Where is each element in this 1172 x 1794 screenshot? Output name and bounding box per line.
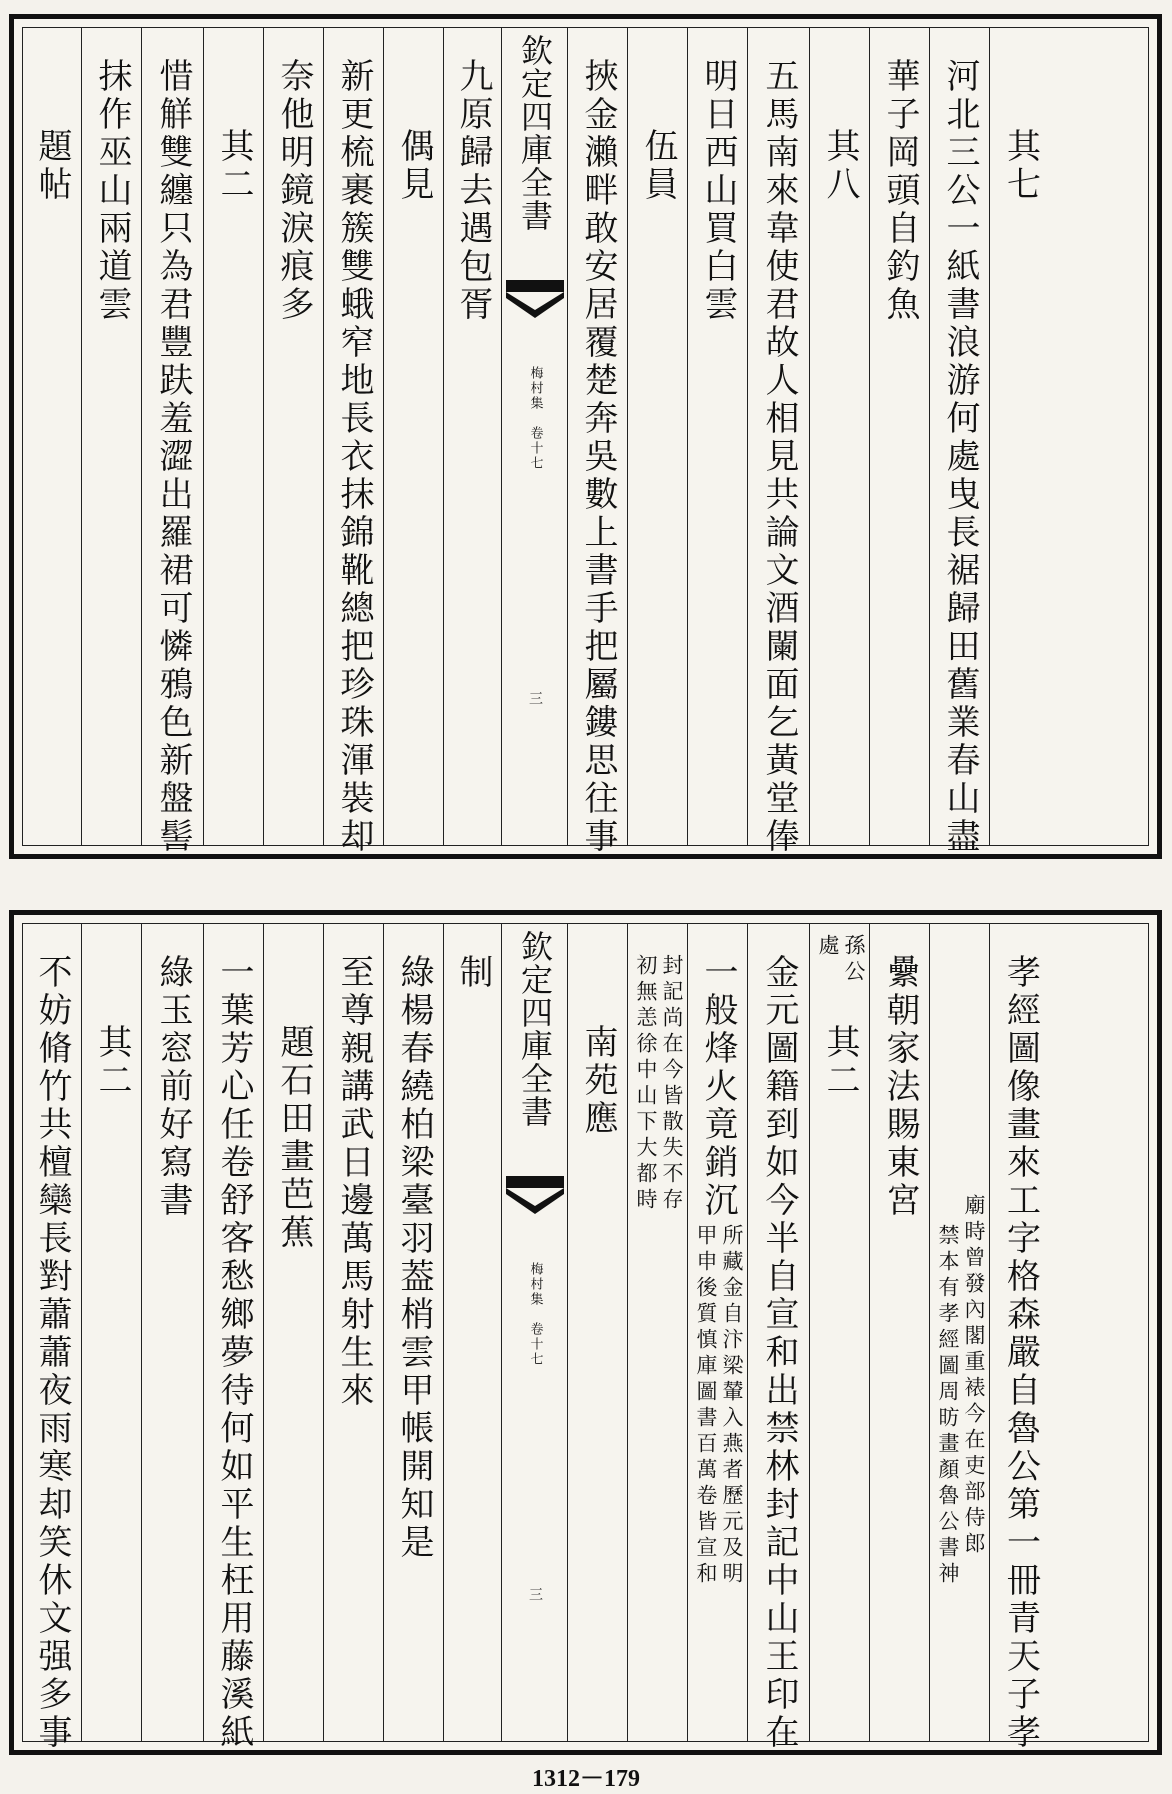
bottom-column-text: 金元圖籍到如今半自宣和出禁林封記中山王印在 (759, 954, 799, 1752)
top-center-page-number: 三 (527, 691, 543, 705)
bottom-column (989, 924, 1051, 1752)
annotation-line: 甲申後質慎庫圖書百萬卷皆宣和 (694, 1224, 718, 1588)
top-center-title: 欽定四庫全書 (516, 34, 554, 232)
bottom-column (323, 924, 384, 1741)
bottom-column (203, 924, 264, 1752)
annotation-line: 初無恙徐中山下大都時 (634, 954, 658, 1214)
top-column (263, 28, 324, 845)
fishtail-mark (506, 280, 564, 322)
top-column (567, 28, 628, 856)
top-column-text: 明日西山買白雲 (698, 58, 738, 324)
top-column (141, 28, 204, 856)
bottom-column-text: 纍朝家法賜東宮 (880, 954, 920, 1220)
bottom-column-text: 一葉芳心任卷舒客愁鄉夢待何如平生枉用藤溪紙 (214, 954, 254, 1752)
bottom-center-title: 欽定四庫全書 (516, 930, 554, 1128)
bottom-column (81, 924, 142, 1741)
top-center-fold (501, 28, 568, 845)
top-column (323, 28, 384, 856)
bottom-column (567, 924, 628, 1741)
bottom-column-text: 綠楊春繞柏梁臺羽葢梢雲甲帳開知是 (394, 954, 434, 1562)
bottom-column (443, 924, 502, 1741)
annotation-line: 禁本有孝經圖周昉畫顏魯公書神 (936, 1224, 960, 1588)
top-column (627, 28, 688, 845)
bottom-column-text: 一般烽火竟銷沉 (698, 954, 738, 1220)
top-column-text: 奈他明鏡淚痕多 (274, 58, 314, 324)
top-column-text: 挾金瀨畔敢安居覆楚奔吳數上書手把屬鏤思往事 (578, 58, 618, 856)
bottom-column (869, 924, 930, 1741)
top-column-text: 五馬南來韋使君故人相見共論文酒闌面乞黃堂俸 (759, 58, 799, 856)
annotation-line: 孫公 (842, 934, 866, 986)
bottom-column-text: 其二 (92, 1024, 132, 1100)
annotation-line: 所藏金自汴梁輦入燕者歷元及明 (720, 1224, 744, 1588)
top-column-text: 其八 (820, 128, 860, 204)
fishtail-mark (506, 1176, 564, 1218)
top-column (809, 28, 870, 845)
top-column-text: 其七 (1000, 128, 1041, 204)
top-column-text: 惜觧雙纏只為君豐趺羞澀出羅裙可憐鴉色新盤髻 (153, 58, 193, 856)
top-page-frame (22, 27, 1149, 856)
bottom-column-annotation (627, 924, 688, 1741)
top-column-text: 華子岡頭自釣魚 (880, 58, 920, 324)
top-column-text: 伍員 (638, 128, 678, 204)
bottom-column-text: 至尊親講武日邊萬馬射生來 (334, 954, 374, 1410)
bottom-column (263, 924, 324, 1741)
top-column (203, 28, 264, 845)
top-column-text: 抹作巫山兩道雲 (92, 58, 132, 324)
bottom-column (383, 924, 444, 1741)
top-column (23, 28, 81, 845)
top-page (9, 14, 1162, 859)
top-column (989, 28, 1051, 845)
top-column (747, 28, 810, 856)
annotation-line: 處 (816, 934, 840, 960)
annotation-line: 封記尚在今皆散失不存 (660, 954, 684, 1214)
top-column-text: 題帖 (32, 128, 72, 204)
top-center-book: 梅村集 卷十七 (527, 366, 543, 471)
bottom-column (23, 924, 81, 1752)
top-column-text: 偶見 (394, 128, 434, 204)
bottom-column-text: 南苑應 (578, 1024, 618, 1138)
top-column-text: 新更梳裹簇雙蛾窄地長衣抹錦靴總把珍珠渾裝却 (334, 58, 374, 856)
bottom-column-text: 其二 (820, 1024, 860, 1100)
top-column-text: 九原歸去遇包胥 (453, 58, 493, 324)
bottom-column-annotation (929, 924, 990, 1741)
annotation-line: 廟時曾發內閣重裱今在吏部侍郎 (962, 1194, 986, 1558)
bottom-column-text: 制 (453, 954, 493, 992)
bottom-center-book: 梅村集 卷十七 (527, 1262, 543, 1367)
top-column-text: 其二 (214, 128, 254, 204)
top-column (443, 28, 502, 845)
bottom-column-text: 綠玉窓前好寫書 (153, 954, 193, 1220)
bottom-page-frame (22, 923, 1149, 1752)
top-column (869, 28, 930, 845)
top-column (81, 28, 142, 845)
bottom-column (141, 924, 204, 1741)
top-column (929, 28, 990, 856)
bottom-column-text: 孝經圖像畫來工字格森嚴自魯公第一冊青天子孝 (1000, 954, 1041, 1752)
bottom-column-text: 題石田畫芭蕉 (274, 1024, 314, 1252)
bottom-center-page-number: 三 (527, 1587, 543, 1601)
top-column (687, 28, 748, 845)
top-column-text: 河北三公一紙書浪游何處曳長裾歸田舊業春山盡 (940, 58, 980, 856)
bottom-column (747, 924, 810, 1752)
bottom-column (809, 924, 870, 1741)
page-label: 1312－179 (532, 1766, 640, 1792)
bottom-page (9, 910, 1162, 1755)
top-column (383, 28, 444, 845)
bottom-center-fold (501, 924, 568, 1741)
bottom-column (687, 924, 748, 1741)
bottom-column-text: 不妨脩竹共檀欒長對蕭蕭夜雨寒却笑休文强多事 (32, 954, 72, 1752)
